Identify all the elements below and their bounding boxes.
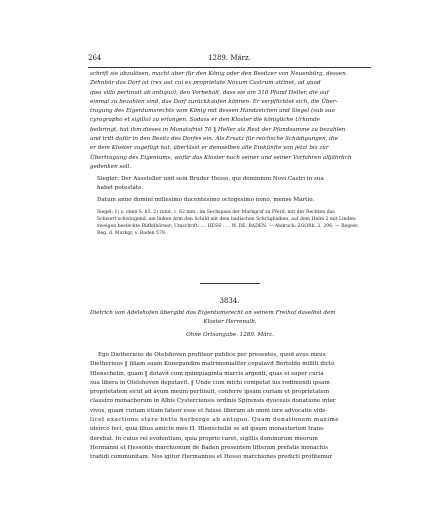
text-line: ipsa villa pertinuit ab antiquo), den Vorbehalt, dass sie um 310 Pfund Heller, die auf bbox=[90, 89, 329, 96]
note-line: Siegel: 1) s. oben S. 85. 2) rund, c. 62 mm., im Sechspass der Markgraf zu Pferd, mit der Rechten das bbox=[97, 210, 335, 215]
text-line: vivos, quam curiam etiam fateor esse et fuisse liberam ab omni iure advocatie vide- bbox=[90, 407, 328, 414]
section-divider bbox=[200, 283, 260, 284]
title-line: Dietrich von Adelshofen übergibt das Eigentumsrecht an seinem Freihof daselbst dem bbox=[90, 310, 336, 316]
header-rule bbox=[88, 67, 371, 68]
running-head: 1289. März. bbox=[208, 54, 251, 62]
running-header bbox=[88, 54, 371, 64]
text-line: ideirco feci, quia filius amicte mee H. Hlenschelin se ad ipsum monasterium trans- bbox=[90, 426, 325, 433]
text-line: tradidi communitam. Nos igitur Hermannus et Hesso marchiones predicti profitemur bbox=[90, 454, 333, 461]
text-line: Datum anno domini millesimo ducentesimo octogesimo nono, mense Martio. bbox=[97, 197, 315, 203]
text-line: Hlenschelin, quam ‖ dotavit cum quinquaginta marcis argenti, quas ei super curia bbox=[90, 370, 324, 377]
datum-line bbox=[97, 196, 370, 205]
text-line: tragung des Eigentumsrechts vom König mit dessen Handzeichen und Siegel (sub suo bbox=[90, 108, 335, 115]
text-line: habet potestate. bbox=[97, 185, 144, 192]
text-line: Ego Dietherieus de Otelshoven profiteor publice per presentes, quod avus meus bbox=[98, 352, 326, 358]
note-line: Reg. d. Markgr. v. Baden 579. bbox=[97, 231, 167, 236]
text-line: sua libera in Otelshoven deputavit. ‖ Unde cum michi competat ius redimendi ipsam bbox=[90, 379, 330, 386]
text-line: Dietherieus ‖ filiam suam Kunegundim matrimonialiter copulavit Bertoldo milliti dicto bbox=[90, 361, 335, 368]
text-line: derebat. In cuius rei evidentium, quia proprio caret, sigillis dominorum meorum bbox=[90, 435, 318, 442]
text-line: licet exactione sture bette herberge ab antiquo. Quam donationem maxime bbox=[90, 417, 340, 424]
seal-statement bbox=[97, 175, 370, 194]
note-line: zweigen besteckte Büffelhörner; Umschrift: .... HESS . . . W. DE. BADEN. — Abdruck: ZGORh. 2, 296. — Regest: bbox=[97, 224, 359, 229]
page-number: 264 bbox=[88, 54, 102, 62]
text-line: Übertragung des Eigentums, wofür das Kloster noch seiner und seiner Vorfahren alljährlich bbox=[90, 154, 352, 161]
text-line: und tritt dafür in den Besitz des Dorfes ein. Als Ersatz für reichsche Schädigungen, die bbox=[90, 136, 338, 143]
text-line: schrift sie abzulösen, macht aber für den König oder den Besitzer von Neuenbürg, dessen bbox=[90, 71, 346, 77]
note-line: Schwert schwingend, am linken Arm den Schild mit dem badischen Schrägbalken, auf dem Helm 2 mit Linden- bbox=[97, 217, 357, 222]
text-line: claustro monachorum in Albis Cysterciensis ordinis Spirensis dyocesis donatione inter bbox=[90, 398, 336, 405]
document-number: 3834. bbox=[219, 297, 240, 305]
regest-body bbox=[90, 70, 370, 172]
document-date bbox=[90, 331, 370, 340]
seal-notes bbox=[97, 209, 370, 237]
date-line: Ohne Ortsangabe. 1289. März. bbox=[186, 332, 274, 338]
text-line: beibringt, hat ihm dieses in Monatsfrist 70 ‖ Heller als Rest der Pfandsumme zu bezahlen bbox=[90, 126, 346, 133]
text-line: Siegler: Der Aussteller und sein Bruder Hesso, qui dominium Novi Castri in sua bbox=[97, 176, 324, 182]
text-line: cyrographo et sigillo) zu erlangen. Sodass er den Kloster die königliche Urkunde bbox=[90, 117, 320, 124]
text-line: Hermanni et Hessonis marchionum de Baden presentem litteram prefatis monachis bbox=[90, 444, 328, 451]
document-text bbox=[90, 351, 370, 463]
document-title bbox=[90, 309, 370, 328]
text-line: Zehnbür das Dorf ist (rex aut cui ex proprietate Novum Castrum attinet, ad quod bbox=[90, 80, 321, 87]
title-line: Kloster Herrenalb. bbox=[203, 319, 257, 326]
text-line: gedenken soll. bbox=[90, 163, 132, 170]
text-line: einmal zu bezahlen sind, das Dorf zurückkaufen können. Er verpflichtet sich, die Über- bbox=[90, 98, 338, 105]
text-line: proprietatem sicut ad avum meum pertinuit, conferre ipsam curiam et proprietatem bbox=[90, 389, 330, 396]
text-line: er dem Kloster zugefügt hat, überlässt er demselben alle Einkünfte von jetzt bis zur bbox=[90, 145, 329, 152]
